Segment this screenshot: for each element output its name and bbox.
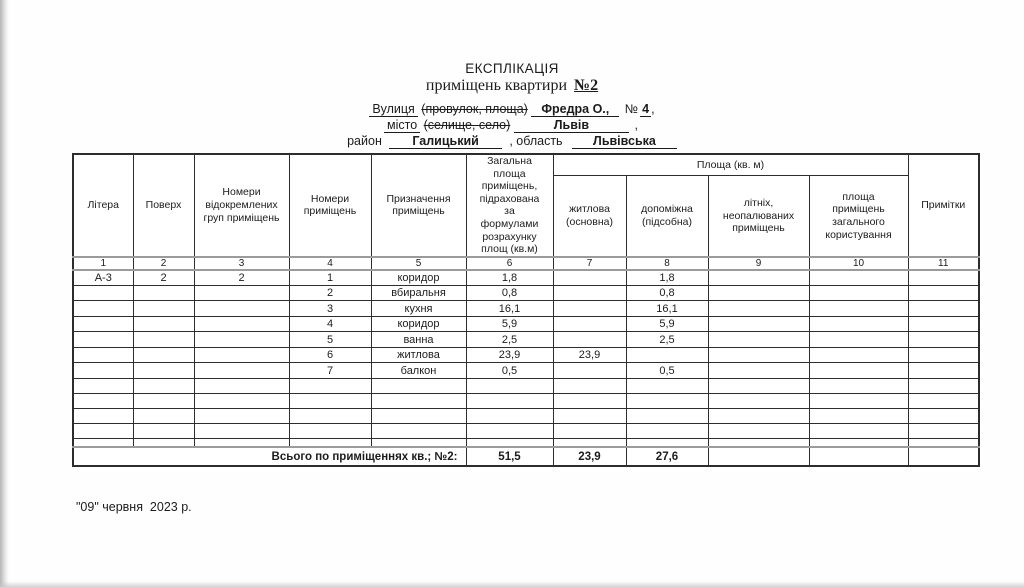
column-number: 11: [908, 257, 979, 270]
summary-common-area: [809, 447, 908, 466]
table-cell: [73, 393, 133, 408]
table-cell: 4: [289, 316, 371, 332]
table-cell: [73, 423, 133, 438]
document-subtitle: [0, 77, 1024, 95]
empty-row: [73, 378, 979, 393]
table-cell: [708, 285, 809, 301]
table-cell: [133, 423, 194, 438]
table-cell: [908, 332, 979, 348]
table-cell: вбиральня: [371, 285, 466, 301]
city-comma: ,: [634, 118, 638, 132]
col-header-room-numbers: Номери приміщень: [289, 154, 371, 257]
table-cell: житлова: [371, 347, 466, 363]
col-header-total-area: Загальна площа приміщень, підрахована за формулами розрахунку площ (кв.м): [466, 154, 553, 257]
table-cell: [908, 301, 979, 317]
table-cell: [708, 423, 809, 438]
table-cell: 23,9: [553, 347, 626, 363]
table-cell: [553, 332, 626, 348]
col-header-summer: літніх, неопалюваних приміщень: [708, 176, 809, 257]
column-number: 5: [371, 257, 466, 270]
table-cell: 0,5: [626, 363, 708, 379]
table-cell: [73, 363, 133, 379]
table-cell: 5: [289, 332, 371, 348]
table-cell: [133, 408, 194, 423]
table-cell: [908, 270, 979, 286]
address-street-line: [0, 101, 1024, 117]
table-cell: [466, 408, 553, 423]
table-cell: 5,9: [626, 316, 708, 332]
table-cell: 7: [289, 363, 371, 379]
table-row: [73, 301, 979, 317]
region-value: Львівська: [572, 135, 677, 149]
table-cell: [908, 316, 979, 332]
table-cell: 2,5: [626, 332, 708, 348]
col-header-purpose: Призначення приміщень: [371, 154, 466, 257]
column-number: 9: [708, 257, 809, 270]
apartment-number: №2: [574, 77, 599, 94]
table-cell: [908, 378, 979, 393]
table-cell: [553, 378, 626, 393]
table-cell: [73, 301, 133, 317]
table-cell: [809, 408, 908, 423]
col-header-notes: Примітки: [908, 154, 979, 257]
col-header-common-use: площа приміщень загального користування: [809, 176, 908, 257]
table-cell: [708, 270, 809, 286]
table-cell: [809, 316, 908, 332]
table-row: [73, 285, 979, 301]
table-cell: [809, 270, 908, 286]
column-number: 6: [466, 257, 553, 270]
house-number-comma: ,: [651, 102, 655, 116]
column-number: 4: [289, 257, 371, 270]
summary-auxiliary-area: 27,6: [626, 447, 708, 466]
table-cell: [908, 393, 979, 408]
table-cell: [466, 378, 553, 393]
table-cell: ванна: [371, 332, 466, 348]
table-cell: [708, 301, 809, 317]
subtitle-text: приміщень квартири: [425, 77, 568, 94]
table-cell: [194, 347, 289, 363]
table-cell: [133, 301, 194, 317]
table-cell: 16,1: [466, 301, 553, 317]
table-cell: [809, 393, 908, 408]
table-cell: [73, 332, 133, 348]
table-cell: [553, 316, 626, 332]
empty-row: [73, 423, 979, 438]
table-cell: [553, 285, 626, 301]
table-cell: [708, 408, 809, 423]
table-cell: [466, 393, 553, 408]
table-cell: 2: [133, 270, 194, 286]
table-cell: [809, 301, 908, 317]
region-label: , область: [509, 134, 563, 148]
summary-summer-area: [708, 447, 809, 466]
document-title-block: [0, 61, 1024, 95]
table-cell: балкон: [371, 363, 466, 379]
empty-row: [73, 438, 979, 447]
table-cell: [708, 378, 809, 393]
table-cell: [289, 393, 371, 408]
table-cell: [289, 438, 371, 447]
column-number: 2: [133, 257, 194, 270]
table-cell: коридор: [371, 316, 466, 332]
table-cell: [133, 285, 194, 301]
table-cell: [908, 347, 979, 363]
summary-total-area: 51,5: [466, 447, 553, 466]
table-cell: [371, 438, 466, 447]
column-number-row: [73, 257, 979, 270]
table-row: [73, 363, 979, 379]
table-cell: [466, 438, 553, 447]
table-cell: [133, 363, 194, 379]
table-cell: [708, 332, 809, 348]
table-cell: кухня: [371, 301, 466, 317]
table-cell: [809, 285, 908, 301]
table-cell: [194, 363, 289, 379]
table-body: [73, 270, 979, 448]
summary-label: Всього по приміщеннях кв.; №2:: [73, 447, 466, 466]
empty-row: [73, 408, 979, 423]
table-cell: [73, 285, 133, 301]
table-cell: [626, 438, 708, 447]
table-cell: [908, 408, 979, 423]
summary-living-area: 23,9: [553, 447, 626, 466]
table-cell: [626, 393, 708, 408]
table-cell: [194, 332, 289, 348]
table-cell: [466, 423, 553, 438]
table-cell: 3: [289, 301, 371, 317]
address-block: [0, 101, 1024, 149]
table-row: [73, 332, 979, 348]
table-cell: 1,8: [626, 270, 708, 286]
city-struck-words: (селище, село): [423, 118, 511, 132]
table-cell: [809, 423, 908, 438]
table-header-row: [73, 154, 979, 176]
table-cell: [371, 408, 466, 423]
district-label: район: [347, 134, 382, 148]
table-cell: [626, 423, 708, 438]
city-value: Львів: [514, 119, 629, 133]
table-cell: [133, 438, 194, 447]
city-label: місто: [384, 119, 420, 133]
column-number: 8: [626, 257, 708, 270]
table-cell: [133, 332, 194, 348]
table-cell: [553, 301, 626, 317]
house-number-label: №: [624, 102, 639, 116]
table-cell: [73, 347, 133, 363]
table-cell: [908, 285, 979, 301]
table-cell: [133, 393, 194, 408]
table-cell: 0,5: [466, 363, 553, 379]
table-cell: [908, 363, 979, 379]
table-cell: [708, 363, 809, 379]
table-cell: [194, 438, 289, 447]
table-cell: 23,9: [466, 347, 553, 363]
page-bottom-edge-shading: [0, 581, 1024, 587]
table-cell: 1,8: [466, 270, 553, 286]
table-cell: [809, 363, 908, 379]
table-cell: [194, 378, 289, 393]
table-cell: [553, 363, 626, 379]
table-cell: [626, 378, 708, 393]
table-cell: [626, 408, 708, 423]
district-value: Галицький: [389, 135, 502, 149]
table-cell: [133, 316, 194, 332]
table-cell: [194, 423, 289, 438]
table-cell: [809, 332, 908, 348]
street-label: Вулиця: [369, 103, 417, 117]
table-cell: [289, 408, 371, 423]
table-cell: А-3: [73, 270, 133, 286]
table-cell: 5,9: [466, 316, 553, 332]
table-cell: [553, 270, 626, 286]
table-cell: [194, 408, 289, 423]
table-cell: 2: [289, 285, 371, 301]
column-number: 7: [553, 257, 626, 270]
col-header-living: житлова (основна): [553, 176, 626, 257]
column-number: 3: [194, 257, 289, 270]
table-cell: [809, 347, 908, 363]
table-cell: [289, 423, 371, 438]
street-value: Фредра О.,: [531, 103, 619, 117]
table-cell: [908, 438, 979, 447]
summary-notes: [908, 447, 979, 466]
area-group-header: Площа (кв. м): [553, 154, 908, 176]
table-row: [73, 316, 979, 332]
column-number: 1: [73, 257, 133, 270]
table-cell: [708, 316, 809, 332]
table-cell: 6: [289, 347, 371, 363]
table-cell: [553, 393, 626, 408]
table-cell: [289, 378, 371, 393]
document-date: "09" червня 2023 р.: [76, 500, 192, 514]
table-cell: [73, 316, 133, 332]
table-cell: [626, 347, 708, 363]
table-cell: 2,5: [466, 332, 553, 348]
table-cell: [371, 423, 466, 438]
table-cell: [553, 438, 626, 447]
table-cell: [194, 285, 289, 301]
col-header-auxiliary: допоміжна (підсобна): [626, 176, 708, 257]
table-cell: [133, 378, 194, 393]
table-row: [73, 270, 979, 286]
table-cell: 0,8: [626, 285, 708, 301]
table-cell: [371, 393, 466, 408]
table-row: [73, 347, 979, 363]
table-cell: [553, 408, 626, 423]
table-cell: коридор: [371, 270, 466, 286]
col-header-floor: Поверх: [133, 154, 194, 257]
table-cell: [371, 378, 466, 393]
street-struck-words: (провулок, площа): [421, 102, 528, 116]
address-district-line: [0, 133, 1024, 149]
column-number: 10: [809, 257, 908, 270]
table-summary-body: [73, 447, 979, 466]
empty-row: [73, 393, 979, 408]
table-cell: [73, 378, 133, 393]
table-cell: [708, 438, 809, 447]
address-city-line: [0, 117, 1024, 133]
table-cell: [809, 378, 908, 393]
col-header-group-numbers: Номери відокремлених груп приміщень: [194, 154, 289, 257]
table-cell: [908, 423, 979, 438]
document-title: ЕКСПЛІКАЦІЯ: [465, 61, 559, 76]
table-cell: [73, 438, 133, 447]
table-cell: [553, 423, 626, 438]
house-number-value: 4: [642, 102, 650, 116]
table-cell: [708, 393, 809, 408]
table-cell: [708, 347, 809, 363]
table-cell: [194, 301, 289, 317]
summary-row: [73, 447, 979, 466]
table-cell: [809, 438, 908, 447]
table-cell: [133, 347, 194, 363]
table-cell: [194, 393, 289, 408]
table-cell: 2: [194, 270, 289, 286]
table-cell: 16,1: [626, 301, 708, 317]
col-header-letter: Літера: [73, 154, 133, 257]
table-cell: [194, 316, 289, 332]
explication-table: [72, 153, 980, 467]
table-cell: 1: [289, 270, 371, 286]
table-cell: [73, 408, 133, 423]
table-cell: 0,8: [466, 285, 553, 301]
